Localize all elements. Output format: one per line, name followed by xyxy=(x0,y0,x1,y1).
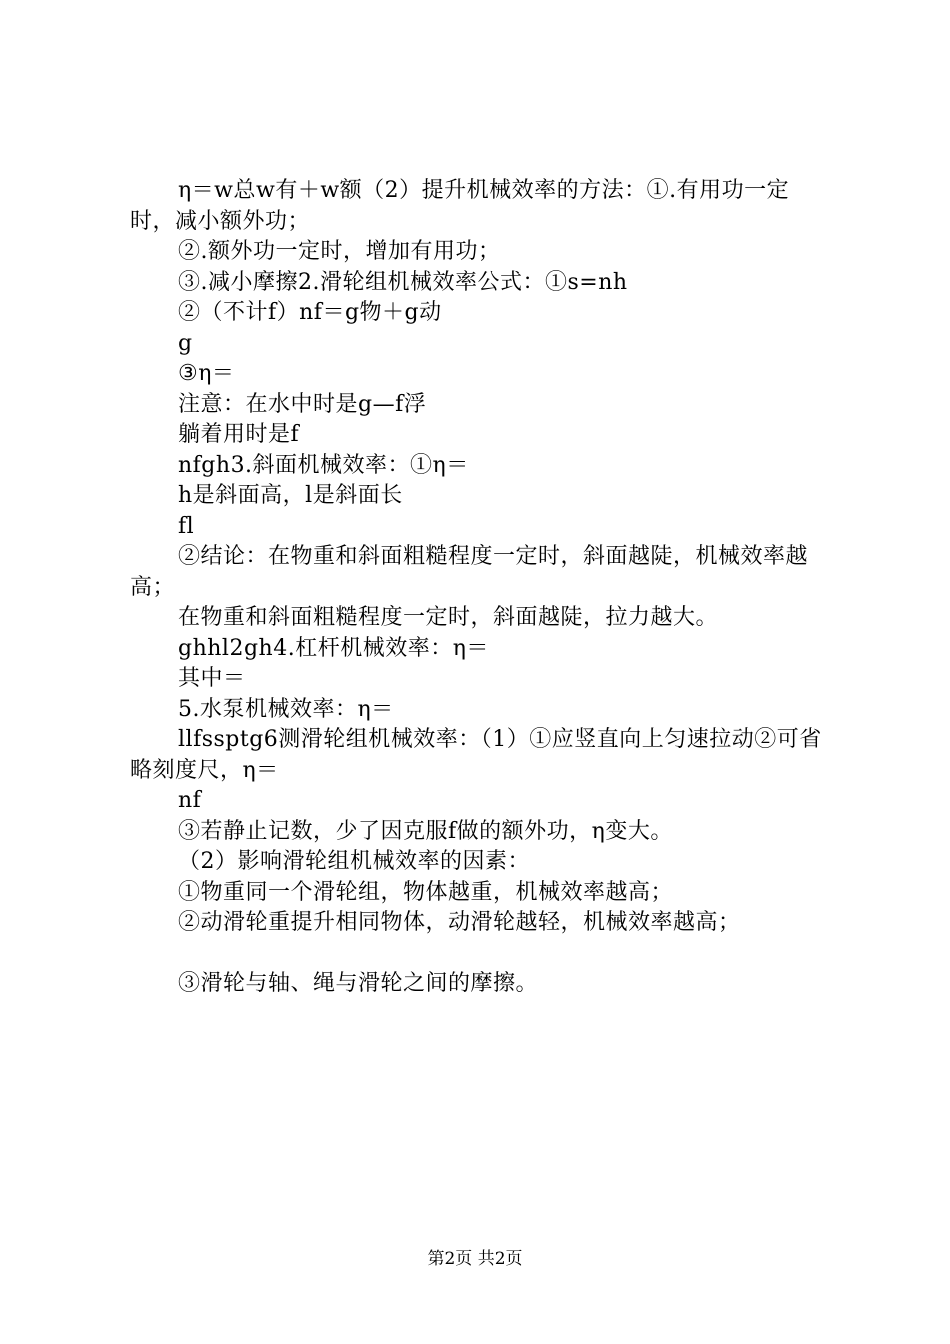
paragraph-1: η＝w总w有＋w额（2）提升机械效率的方法：①.有用功一定时，减小额外功； xyxy=(130,178,790,234)
blank-line xyxy=(130,939,830,970)
paragraph-2: ②.额外功一定时，增加有用功； xyxy=(178,239,501,264)
document-body xyxy=(130,176,830,1000)
paragraph-9: nfgh3.斜面机械效率：①η＝ xyxy=(178,452,469,478)
paragraph-6: ③η＝ xyxy=(178,361,235,386)
paragraph-13: 在物重和斜面粗糙程度一定时，斜面越陡，拉力越大。 xyxy=(178,605,719,630)
paragraph-7: 注意：在水中时是g—f浮 xyxy=(178,391,427,417)
paragraph-22: ②动滑轮重提升相同物体，动滑轮越轻，机械效率越高； xyxy=(178,910,741,935)
page-footer: 第2页 共2页 xyxy=(427,1249,523,1269)
paragraph-4: ②（不计f）nf＝g物＋g动 xyxy=(178,300,442,325)
paragraph-11: fl xyxy=(178,513,195,539)
paragraph-20: （2）影响滑轮组机械效率的因素： xyxy=(178,849,530,874)
paragraph-5: g xyxy=(178,330,193,356)
paragraph-23: ③滑轮与轴、绳与滑轮之间的摩擦。 xyxy=(178,971,539,996)
paragraph-16: 5.水泵机械效率：η＝ xyxy=(178,696,394,722)
paragraph-15: 其中＝ xyxy=(178,666,246,691)
paragraph-3: ③.减小摩擦2.滑轮组机械效率公式：①s=nh xyxy=(178,269,628,295)
paragraph-17: llfssptg6测滑轮组机械效率：（1）①应竖直向上匀速拉动②可省略刻度尺，η＝ xyxy=(130,727,822,783)
paragraph-18: nf xyxy=(178,788,202,813)
paragraph-12: ②结论：在物重和斜面粗糙程度一定时，斜面越陡，机械效率越高； xyxy=(130,544,809,600)
paragraph-10: h是斜面高，l是斜面长 xyxy=(178,483,403,508)
paragraph-8: 躺着用时是f xyxy=(178,422,300,447)
paragraph-19: ③若静止记数，少了因克服f做的额外功，η变大。 xyxy=(178,818,673,844)
paragraph-21: ①物重同一个滑轮组，物体越重，机械效率越高； xyxy=(178,879,674,905)
paragraph-14: ghhl2gh4.杠杆机械效率：η＝ xyxy=(178,635,489,661)
